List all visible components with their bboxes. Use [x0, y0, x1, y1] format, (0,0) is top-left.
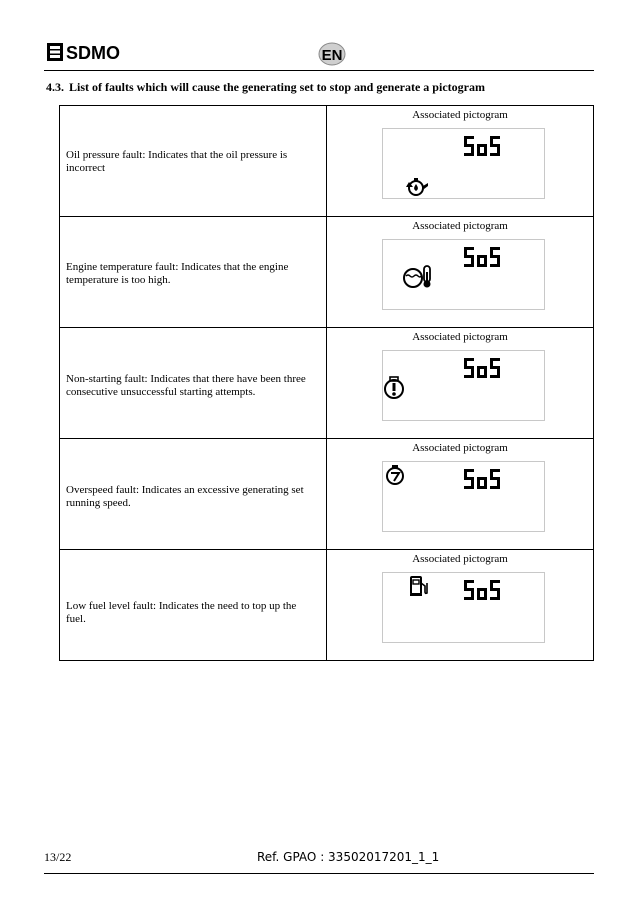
fault-description-cell: [60, 106, 327, 217]
table-row: [60, 217, 594, 328]
table-row: [60, 550, 594, 661]
pictogram-cell: [327, 328, 594, 439]
sos-display: [463, 357, 501, 379]
sos-display: [463, 135, 501, 157]
pictogram-caption: Associated pictogram: [412, 553, 508, 565]
footer-rule: [44, 873, 594, 874]
document-reference: Ref. GPAO : 33502017201_1_1: [257, 850, 440, 864]
pictogram-caption: Associated pictogram: [412, 109, 508, 121]
svg-text:EN: EN: [321, 47, 343, 64]
start-failure-icon: [383, 375, 405, 401]
fault-description: Oil pressure fault: Indicates that the oil pressure is incorrect: [66, 149, 288, 174]
lcd-display: [382, 239, 545, 310]
oil-can-icon: [403, 177, 429, 197]
page-number: 13/22: [44, 850, 72, 864]
sos-display: [463, 579, 501, 601]
pictogram-cell: [327, 217, 594, 328]
language-badge: [318, 42, 346, 66]
fault-description: Non-starting fault: Indicates that there have been three consecutive unsuccessful starting attempts.: [66, 373, 306, 398]
lcd-display: [382, 128, 545, 199]
lcd-display: [382, 461, 545, 532]
table-row: [60, 328, 594, 439]
pictogram-caption: Associated pictogram: [412, 442, 508, 454]
lcd-display: [382, 572, 545, 643]
pictogram-caption: Associated pictogram: [412, 331, 508, 343]
sdmo-logo: [46, 40, 130, 64]
fault-table: [59, 105, 594, 661]
fault-description: Overspeed fault: Indicates an excessive generating set running speed.: [66, 484, 304, 509]
sos-display: [463, 246, 501, 268]
fault-description: Low fuel level fault: Indicates the need to top up the fuel.: [66, 600, 297, 625]
fuel-pump-icon: [409, 575, 429, 597]
speedometer-icon: [385, 464, 405, 486]
fault-description: Engine temperature fault: Indicates that the engine temperature is too high.: [66, 261, 289, 286]
fault-description-cell: [60, 439, 327, 550]
table-row: [60, 439, 594, 550]
pictogram-caption: Associated pictogram: [412, 220, 508, 232]
svg-text:SDMO: SDMO: [66, 43, 120, 63]
sos-display: [463, 468, 501, 490]
section-heading: [46, 80, 485, 95]
header-rule: [44, 70, 594, 71]
section-number: 4.3.: [46, 80, 64, 94]
section-title: List of faults which will cause the generating set to stop and generate a pictogram: [69, 80, 485, 94]
pictogram-cell: [327, 439, 594, 550]
fault-description-cell: [60, 328, 327, 439]
fault-description-cell: [60, 217, 327, 328]
coolant-temperature-icon: [403, 263, 433, 289]
pictogram-cell: [327, 550, 594, 661]
pictogram-cell: [327, 106, 594, 217]
fault-description-cell: [60, 550, 327, 661]
table-row: [60, 106, 594, 217]
lcd-display: [382, 350, 545, 421]
